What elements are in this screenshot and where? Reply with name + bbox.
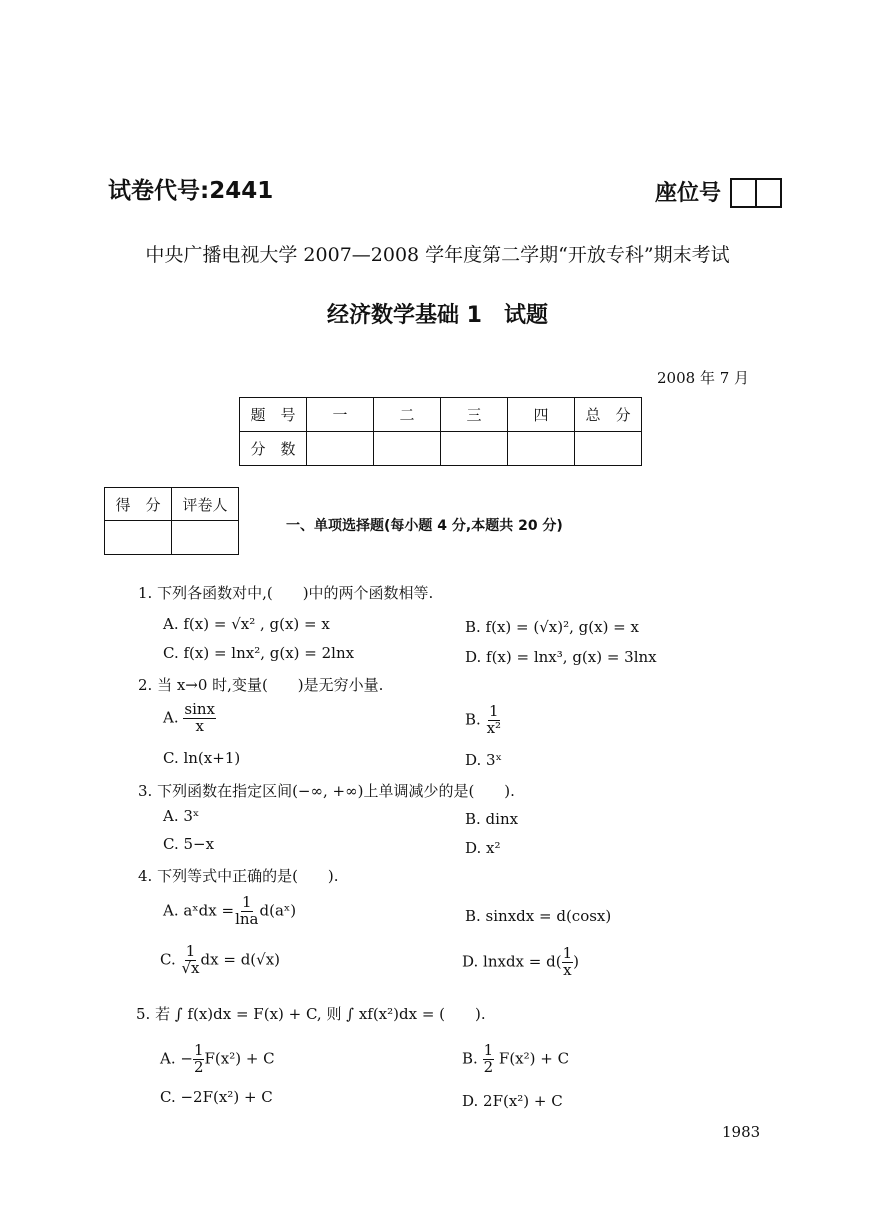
q5-option-c: C. −2F(x²) + C — [160, 1088, 273, 1106]
q4-d-fraction — [562, 946, 574, 979]
score-blank — [508, 432, 575, 466]
q2-option-a — [163, 702, 216, 735]
q3-option-a: A. 3ˣ — [163, 807, 200, 825]
score-table-header-row — [240, 398, 642, 432]
score-cell: 题 号 — [240, 398, 307, 432]
score-blank — [441, 432, 508, 466]
q3-option-b: B. dinx — [465, 810, 519, 828]
q1-option-a: A. f(x) = √x² , g(x) = x — [163, 615, 330, 633]
q4-d-denominator: x — [563, 960, 572, 979]
q4-c-suffix: dx = d(√x) — [200, 950, 281, 969]
q5-b-denominator: 2 — [483, 1057, 494, 1076]
score-cell: 一 — [307, 398, 374, 432]
q2-b-label: B. — [465, 710, 481, 729]
score-cell: 分 数 — [240, 432, 307, 466]
question-4-stem: 4. 下列等式中正确的是( ). — [138, 867, 339, 885]
q1-option-c: C. f(x) = lnx², g(x) = 2lnx — [163, 644, 355, 662]
exam-subtitle: 中央广播电视大学 2007—2008 学年度第二学期“开放专科”期末考试 — [145, 244, 730, 266]
grader-blank — [172, 521, 239, 555]
score-table-score-row — [240, 432, 642, 466]
q5-b-suffix: F(x²) + C — [498, 1049, 570, 1068]
q1-option-b: B. f(x) = (√x)², g(x) = x — [465, 618, 639, 636]
q5-b-numerator: 1 — [483, 1041, 494, 1059]
q4-a-denominator: lna — [235, 909, 259, 928]
q2-b-fraction — [486, 704, 502, 737]
q4-c-numerator: 1 — [185, 942, 196, 960]
q4-d-prefix: D. lnxdx = d( — [462, 952, 562, 971]
q4-a-suffix: d(aˣ) — [259, 901, 297, 920]
q4-option-c — [160, 944, 280, 977]
q4-a-numerator: 1 — [242, 893, 252, 911]
score-blank — [374, 432, 441, 466]
grader-blank — [105, 521, 172, 555]
q2-a-label: A. — [163, 708, 179, 727]
q3-option-d: D. x² — [465, 839, 501, 857]
q5-a-fraction — [193, 1043, 205, 1076]
q5-option-b — [462, 1043, 569, 1076]
q4-c-label: C. — [160, 950, 176, 969]
q4-c-fraction — [181, 944, 201, 977]
score-cell: 三 — [441, 398, 508, 432]
q2-a-numerator: sinx — [184, 700, 216, 718]
exam-date: 2008 年 7 月 — [657, 369, 750, 387]
score-cell: 二 — [374, 398, 441, 432]
q2-option-d: D. 3ˣ — [465, 751, 502, 769]
q4-option-a — [163, 895, 296, 928]
exam-title: 经济数学基础 1 试题 — [327, 303, 548, 328]
q5-a-denominator: 2 — [193, 1057, 204, 1076]
grader-score-label: 得 分 — [105, 488, 172, 521]
q2-option-b — [465, 704, 502, 737]
question-2-stem: 2. 当 x→0 时,变量( )是无穷小量. — [138, 676, 384, 694]
q2-b-numerator: 1 — [489, 702, 499, 720]
score-blank — [307, 432, 374, 466]
q5-b-fraction — [483, 1043, 495, 1076]
q5-a-suffix: F(x²) + C — [204, 1049, 275, 1068]
q5-a-numerator: 1 — [193, 1041, 204, 1059]
section-heading: 一、单项选择题(每小题 4 分,本题共 20 分) — [286, 518, 563, 534]
q4-a-prefix: A. aˣdx = — [163, 901, 235, 920]
page-number: 1983 — [722, 1123, 761, 1141]
q1-option-d: D. f(x) = lnx³, g(x) = 3lnx — [465, 648, 657, 666]
q5-a-prefix: A. − — [160, 1049, 193, 1068]
score-table — [239, 397, 642, 466]
q2-option-c: C. ln(x+1) — [163, 749, 241, 767]
score-blank — [575, 432, 642, 466]
q2-b-denominator: x² — [486, 718, 502, 737]
q2-a-fraction — [183, 702, 216, 735]
q5-b-label: B. — [462, 1049, 478, 1068]
question-1-stem: 1. 下列各函数对中,( )中的两个函数相等. — [138, 584, 434, 602]
q4-option-d — [462, 946, 579, 979]
q4-c-denominator: √x — [181, 958, 200, 977]
q4-d-suffix: ) — [573, 952, 579, 971]
grader-table — [104, 487, 239, 555]
q5-option-d: D. 2F(x²) + C — [462, 1092, 563, 1110]
question-3-stem: 3. 下列函数在指定区间(−∞, +∞)上单调减少的是( ). — [138, 782, 515, 800]
grader-name-label: 评卷人 — [172, 488, 239, 521]
score-cell: 总 分 — [575, 398, 642, 432]
q3-option-c: C. 5−x — [163, 835, 215, 853]
score-cell: 四 — [508, 398, 575, 432]
seat-label: 座位号 — [655, 181, 722, 206]
q2-a-denominator: x — [195, 716, 204, 735]
q4-d-numerator: 1 — [562, 944, 573, 962]
q5-option-a — [160, 1043, 275, 1076]
q4-option-b: B. sinxdx = d(cosx) — [465, 907, 612, 925]
paper-code: 试卷代号:2441 — [108, 178, 274, 204]
seat-number-boxes — [730, 178, 782, 208]
q4-a-fraction — [234, 895, 259, 928]
question-5-stem: 5. 若 ∫ f(x)dx = F(x) + C, 则 ∫ xf(x²)dx = ( ). — [136, 1005, 486, 1023]
